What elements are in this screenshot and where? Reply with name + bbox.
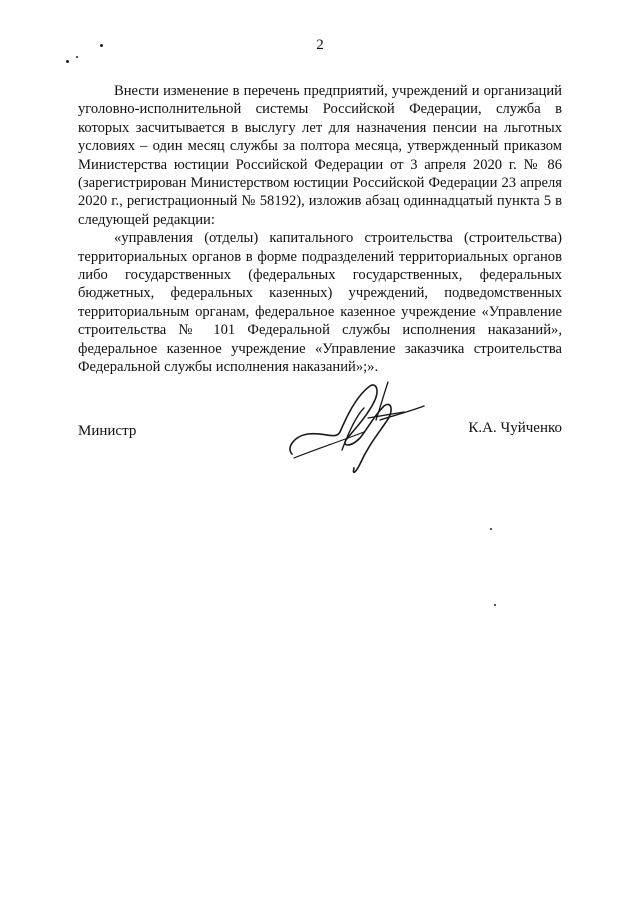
scan-speck bbox=[66, 60, 69, 63]
handwritten-signature bbox=[284, 372, 430, 478]
scan-speck bbox=[100, 44, 103, 47]
document-body bbox=[78, 82, 562, 377]
scan-speck bbox=[494, 604, 496, 606]
new-wording-paragraph: «управления (отделы) капитального строительства (строительства) территориальных органов в форме подразделений территориальных органов либо государственных (федеральных государственных, федеральных бюджетных, федеральных казенных) учреждений, подведомственных территориальным органам, федеральное казенное учреждение «Управление строительства № 101 Федеральной службы исполнения наказаний», федеральное казенное учреждение «Управление заказчика строительства Федеральной службы исполнения наказаний»;». bbox=[78, 230, 562, 376]
signer-name: К.А. Чуйченко bbox=[468, 420, 562, 436]
scan-speck bbox=[76, 56, 78, 58]
amendment-paragraph: Внести изменение в перечень предприятий, учреждений и организаций уголовно-исполнительной системы Российской Федерации, служба в которых засчитывается в выслугу лет для назначения пенсии на льготных условиях – один месяц службы за полтора месяца, утвержденный приказом Министерства юстиции Российской Федерации от 3 апреля 2020 г. № 86 (зарегистрирован Министерством юстиции Российской Федерации 23 апреля 2020 г., регистрационный № 58192), изложив абзац одиннадцатый пункта 5 в следующей редакции: bbox=[78, 83, 562, 228]
page-number: 2 bbox=[316, 37, 324, 53]
scan-speck bbox=[490, 528, 492, 530]
signer-position: Министр bbox=[78, 423, 137, 439]
